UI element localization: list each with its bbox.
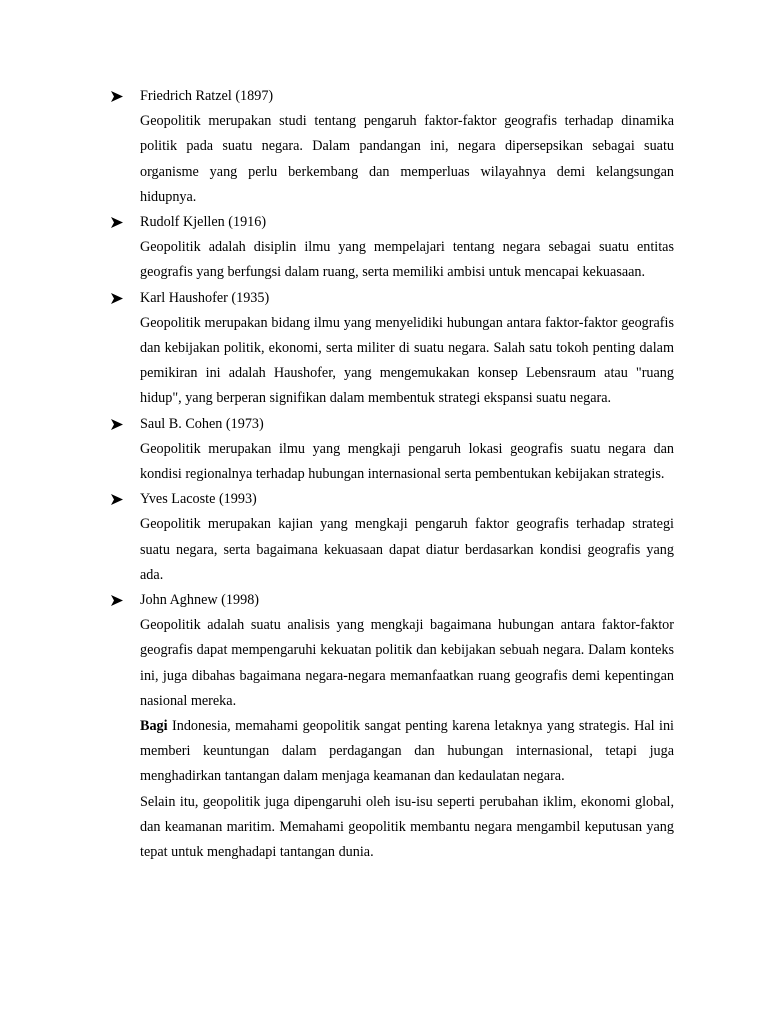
item-body: Geopolitik merupakan ilmu yang mengkaji pengaruh lokasi geografis suatu negara dan kondisi regionalnya terhadap hubungan internasional serta pembentukan kebijakan strategis.: [140, 440, 674, 483]
item-title: Rudolf Kjellen (1916): [140, 214, 267, 231]
closing-paragraph-1: [140, 714, 674, 790]
definition-item: [140, 412, 674, 488]
item-title: John Aghnew (1998): [140, 592, 260, 609]
definition-item: [140, 84, 674, 210]
closing-bold-word: Bagi: [140, 718, 168, 735]
document-content: [140, 84, 674, 865]
item-title: Saul B. Cohen (1973): [140, 415, 264, 432]
item-body: Geopolitik adalah suatu analisis yang mengkaji bagaimana hubungan antara faktor-faktor geografis dapat mempengaruhi kekuatan politik dan kebijakan sebuah negara. Dalam konteks ini, juga dibahas bagaimana negara-negara memanfaatkan ruang geografis demi kepentingan nasional mereka.: [140, 617, 674, 709]
arrowhead-bullet-icon: [111, 210, 125, 235]
item-title: Yves Lacoste (1993): [140, 491, 257, 508]
definition-item: [140, 487, 674, 588]
item-body: Geopolitik merupakan bidang ilmu yang menyelidiki hubungan antara faktor-faktor geografis dan kebijakan politik, ekonomi, serta militer di suatu negara. Salah satu tokoh penting dalam pemikiran ini adalah Haushofer, yang mengemukakan konsep Lebensraum atau "ruang hidup", yang berperan signifikan dalam membentuk strategi ekspansi suatu negara.: [140, 314, 674, 407]
closing-paragraph-1-text: Indonesia, memahami geopolitik sangat penting karena letaknya yang strategis. Hal ini memberi keuntungan dalam perdagangan dan hubungan internasional, tetapi juga menghadirkan tantangan dalam menjaga keamanan dan kedaulatan negara.: [140, 718, 674, 785]
item-body: Geopolitik merupakan kajian yang mengkaji pengaruh faktor geografis terhadap strategi suatu negara, serta bagaimana kekuasaan dapat diatur berdasarkan kondisi geografis yang ada.: [140, 516, 674, 583]
item-body: Geopolitik adalah disiplin ilmu yang mempelajari tentang negara sebagai suatu entitas geografis yang berfungsi dalam ruang, serta memiliki ambisi untuk mencapai kekuasaan.: [140, 239, 674, 281]
definition-item: [140, 286, 674, 412]
item-body: Geopolitik merupakan studi tentang pengaruh faktor-faktor geografis terhadap dinamika politik pada suatu negara. Dalam pandangan ini, negara dipersepsikan sebagai suatu organisme yang perlu berkembang dan memperluas wilayahnya demi kelangsungan hidupnya.: [140, 113, 674, 205]
arrowhead-bullet-icon: [111, 286, 125, 311]
definition-item: [140, 588, 674, 714]
arrowhead-bullet-icon: [111, 487, 125, 512]
item-title: Karl Haushofer (1935): [140, 289, 270, 306]
definition-item: [140, 210, 674, 286]
arrowhead-bullet-icon: [111, 412, 125, 437]
closing-paragraph-2: Selain itu, geopolitik juga dipengaruhi oleh isu-isu seperti perubahan iklim, ekonomi global, dan keamanan maritim. Memahami geopolitik membantu negara mengambil keputusan yang tepat untuk menghadapi tantangan dunia.: [140, 793, 674, 861]
arrowhead-bullet-icon: [111, 84, 125, 109]
item-title: Friedrich Ratzel (1897): [140, 88, 274, 104]
arrowhead-bullet-icon: [111, 588, 125, 613]
